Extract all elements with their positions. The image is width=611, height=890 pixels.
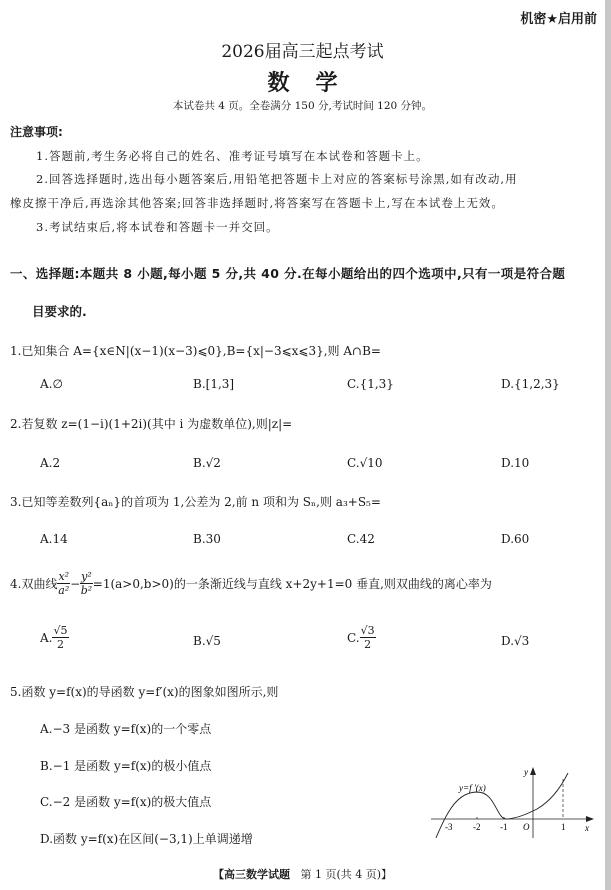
fraction-x2-a2	[57, 570, 70, 597]
confidential-label: 机密★启用前	[520, 12, 597, 27]
footer-title: 【高三数学试题	[212, 868, 290, 881]
tick-label-neg3: -3	[445, 822, 453, 832]
tick-label-1: 1	[561, 822, 566, 832]
question-4-stem	[10, 570, 492, 597]
minus-sign: −	[70, 576, 81, 591]
fraction-sqrt3-over-2	[360, 624, 376, 651]
fraction-numerator: x²	[58, 570, 70, 583]
question-4-suffix: =1(a>0,b>0)的一条渐近线与直线 x+2y+1=0 垂直,则双曲线的离心率为	[92, 577, 492, 591]
question-5-option-c: C.−2 是函数 y=f(x)的极大值点	[40, 795, 212, 809]
exam-intro: 本试卷共 4 页。全卷满分 150 分,考试时间 120 分钟。	[172, 100, 433, 112]
tick-label-neg2: -2	[473, 822, 481, 832]
page-footer	[0, 866, 605, 882]
question-4-prefix: 4.双曲线	[10, 577, 58, 591]
option-label: A.	[40, 630, 53, 645]
fraction-y2-b2	[80, 570, 93, 597]
fraction-numerator: √5	[53, 624, 68, 637]
question-3-option-c: C.42	[347, 532, 375, 546]
question-5-option-d: D.函数 y=f(x)在区间(−3,1)上单调递增	[40, 832, 253, 846]
question-4-option-a	[40, 624, 69, 651]
option-label: C.	[347, 630, 360, 645]
footer-page: 第 1 页(共 4 页)】	[300, 868, 393, 881]
note-2-cont: 橡皮擦干净后,再选涂其他答案;回答非选择题时,将答案写在答题卡上,写在本试卷上无效。	[10, 196, 504, 210]
derivative-graph	[425, 760, 605, 845]
question-4-option-d: D.√3	[501, 634, 530, 648]
question-3-option-d: D.60	[501, 532, 530, 546]
x-axis-label: x	[585, 823, 589, 833]
question-3-option-b: B.30	[193, 532, 221, 546]
y-axis-arrow-icon	[530, 767, 536, 775]
notes-heading: 注意事项:	[10, 125, 63, 139]
question-5-option-b: B.−1 是函数 y=f(x)的极小值点	[40, 759, 212, 773]
x-axis-arrow-icon	[586, 816, 594, 822]
question-2-stem: 2.若复数 z=(1−i)(1+2i)(其中 i 为虚数单位),则|z|=	[10, 417, 293, 431]
note-3: 3.考试结束后,将本试卷和答题卡一并交回。	[36, 220, 279, 234]
question-5-stem: 5.函数 y=f(x)的导函数 y=f′(x)的图象如图所示,则	[10, 685, 279, 699]
tick-label-neg1: -1	[500, 822, 508, 832]
fraction-denominator: 2	[56, 638, 64, 651]
note-2: 2.回答选择题时,选出每小题答案后,用铅笔把答题卡上对应的答案标号涂黑,如有改动,用	[36, 172, 518, 186]
question-1-option-a: A.∅	[40, 377, 63, 391]
fraction-denominator: a²	[58, 584, 70, 597]
fraction-sqrt5-over-2	[52, 624, 68, 651]
fraction-numerator: y²	[81, 570, 92, 583]
question-2-option-c: C.√10	[347, 456, 383, 470]
question-2-option-d: D.10	[501, 456, 530, 470]
subject-title: 数学	[267, 71, 364, 96]
question-1-option-c: C.{1,3}	[347, 377, 394, 391]
question-3-stem: 3.已知等差数列{aₙ}的首项为 1,公差为 2,前 n 项和为 Sₙ,则 a₃+S₅=	[10, 495, 381, 509]
curve-label: y=f ′(x)	[459, 783, 486, 793]
fraction-denominator: 2	[364, 638, 372, 651]
scrollbar[interactable]	[605, 0, 611, 890]
question-1-option-b: B.[1,3]	[193, 377, 235, 391]
section-heading: 一、选择题:本题共 8 小题,每小题 5 分,共 40 分.在每小题给出的四个选项中,只有一项是符合题	[10, 266, 566, 281]
question-3-option-a: A.14	[40, 532, 68, 546]
exam-title: 2026届高三起点考试	[221, 42, 384, 62]
question-5-option-a: A.−3 是函数 y=f(x)的一个零点	[40, 722, 212, 736]
question-2-option-b: B.√2	[193, 456, 221, 470]
note-1: 1.答题前,考生务必将自己的姓名、准考证号填写在本试卷和答题卡上。	[36, 149, 429, 163]
fraction-denominator: b²	[80, 584, 93, 597]
question-1-option-d: D.{1,2,3}	[501, 377, 560, 391]
fraction-numerator: √3	[360, 624, 375, 637]
origin-label: O	[523, 822, 530, 832]
question-1-stem: 1.已知集合 A={x∈N|(x−1)(x−3)⩽0},B={x|−3⩽x⩽3},则 A∩B=	[10, 344, 381, 358]
section-heading-cont: 目要求的.	[32, 304, 87, 319]
question-4-option-b: B.√5	[193, 634, 221, 648]
y-axis-label: y	[524, 767, 528, 777]
question-4-option-c	[347, 624, 376, 651]
question-2-option-a: A.2	[40, 456, 61, 470]
